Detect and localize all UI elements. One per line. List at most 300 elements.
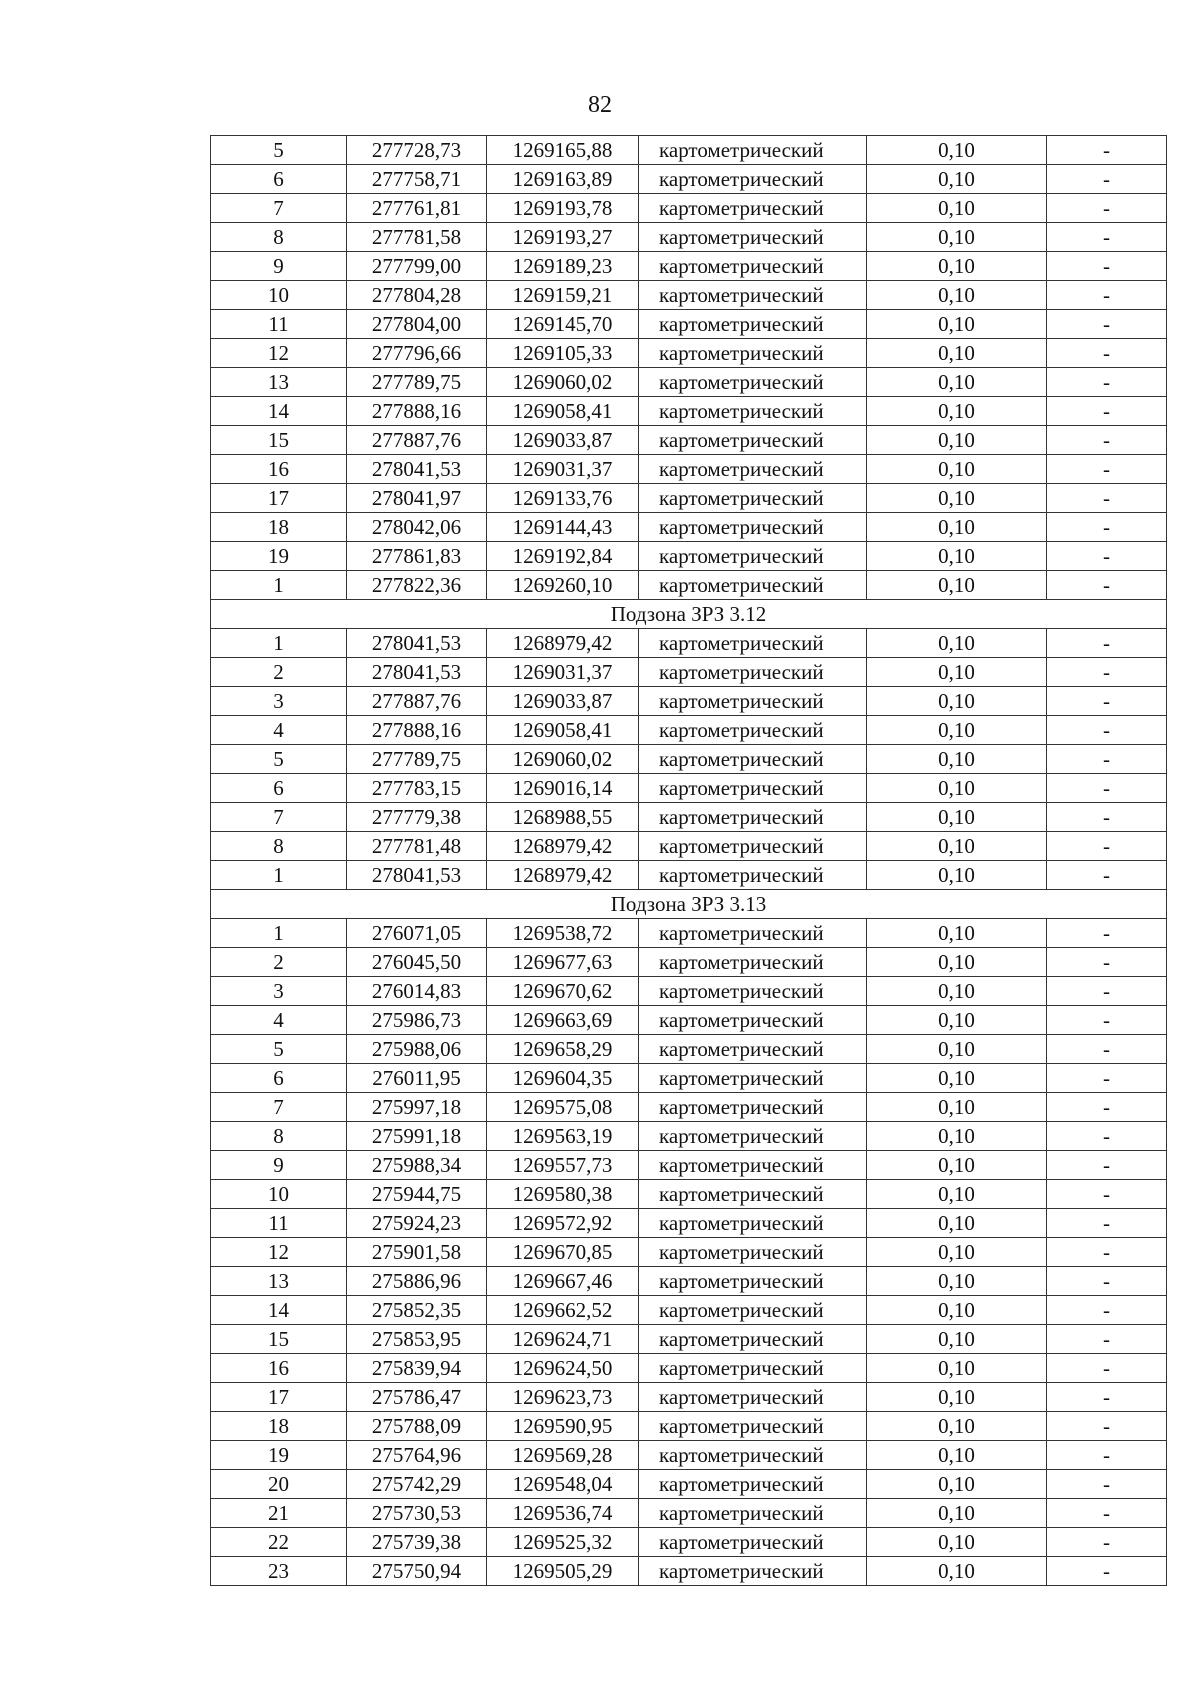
point-number-cell: 12: [211, 1238, 347, 1267]
description-cell: -: [1047, 1441, 1167, 1470]
y-coordinate-cell: 1269557,73: [487, 1151, 639, 1180]
point-number-cell: 5: [211, 745, 347, 774]
description-cell: -: [1047, 745, 1167, 774]
table-row: [211, 977, 1167, 1006]
description-cell: -: [1047, 484, 1167, 513]
method-cell: картометрический: [639, 1383, 867, 1412]
table-row: [211, 194, 1167, 223]
table-row: [211, 455, 1167, 484]
y-coordinate-cell: 1269193,27: [487, 223, 639, 252]
section-title: Подзона ЗРЗ 3.13: [211, 890, 1167, 919]
precision-cell: 0,10: [867, 571, 1047, 600]
page-number: 82: [588, 92, 612, 118]
y-coordinate-cell: 1269604,35: [487, 1064, 639, 1093]
precision-cell: 0,10: [867, 165, 1047, 194]
x-coordinate-cell: 277799,00: [347, 252, 487, 281]
method-cell: картометрический: [639, 281, 867, 310]
x-coordinate-cell: 277789,75: [347, 745, 487, 774]
table-row: [211, 1267, 1167, 1296]
method-cell: картометрический: [639, 948, 867, 977]
y-coordinate-cell: 1269569,28: [487, 1441, 639, 1470]
y-coordinate-cell: 1269163,89: [487, 165, 639, 194]
y-coordinate-cell: 1269667,46: [487, 1267, 639, 1296]
description-cell: -: [1047, 455, 1167, 484]
point-number-cell: 7: [211, 1093, 347, 1122]
method-cell: картометрический: [639, 484, 867, 513]
coordinates-table: [210, 135, 1167, 1586]
description-cell: -: [1047, 165, 1167, 194]
precision-cell: 0,10: [867, 861, 1047, 890]
table-row: [211, 861, 1167, 890]
method-cell: картометрический: [639, 165, 867, 194]
x-coordinate-cell: 275944,75: [347, 1180, 487, 1209]
x-coordinate-cell: 277781,48: [347, 832, 487, 861]
x-coordinate-cell: 275852,35: [347, 1296, 487, 1325]
table-row: [211, 948, 1167, 977]
point-number-cell: 5: [211, 136, 347, 165]
table-row: [211, 1180, 1167, 1209]
description-cell: -: [1047, 1209, 1167, 1238]
precision-cell: 0,10: [867, 919, 1047, 948]
y-coordinate-cell: 1269145,70: [487, 310, 639, 339]
section-title: Подзона ЗРЗ 3.12: [211, 600, 1167, 629]
point-number-cell: 14: [211, 1296, 347, 1325]
x-coordinate-cell: 275901,58: [347, 1238, 487, 1267]
description-cell: -: [1047, 1035, 1167, 1064]
table-row: [211, 629, 1167, 658]
description-cell: -: [1047, 1093, 1167, 1122]
description-cell: -: [1047, 368, 1167, 397]
method-cell: картометрический: [639, 774, 867, 803]
point-number-cell: 13: [211, 368, 347, 397]
precision-cell: 0,10: [867, 803, 1047, 832]
table-row: [211, 1354, 1167, 1383]
point-number-cell: 4: [211, 716, 347, 745]
y-coordinate-cell: 1269670,62: [487, 977, 639, 1006]
table-row: [211, 1238, 1167, 1267]
precision-cell: 0,10: [867, 542, 1047, 571]
description-cell: -: [1047, 977, 1167, 1006]
description-cell: -: [1047, 194, 1167, 223]
y-coordinate-cell: 1269663,69: [487, 1006, 639, 1035]
table-row: [211, 1441, 1167, 1470]
precision-cell: 0,10: [867, 513, 1047, 542]
precision-cell: 0,10: [867, 1325, 1047, 1354]
method-cell: картометрический: [639, 1151, 867, 1180]
description-cell: -: [1047, 513, 1167, 542]
table-row: [211, 513, 1167, 542]
method-cell: картометрический: [639, 368, 867, 397]
x-coordinate-cell: 275788,09: [347, 1412, 487, 1441]
method-cell: картометрический: [639, 1354, 867, 1383]
precision-cell: 0,10: [867, 1267, 1047, 1296]
precision-cell: 0,10: [867, 368, 1047, 397]
method-cell: картометрический: [639, 194, 867, 223]
table-row: [211, 687, 1167, 716]
table-row: [211, 136, 1167, 165]
description-cell: -: [1047, 1325, 1167, 1354]
method-cell: картометрический: [639, 1122, 867, 1151]
x-coordinate-cell: 277861,83: [347, 542, 487, 571]
description-cell: -: [1047, 687, 1167, 716]
description-cell: -: [1047, 310, 1167, 339]
method-cell: картометрический: [639, 1412, 867, 1441]
table-row: [211, 542, 1167, 571]
y-coordinate-cell: 1269060,02: [487, 368, 639, 397]
y-coordinate-cell: 1269033,87: [487, 426, 639, 455]
precision-cell: 0,10: [867, 1412, 1047, 1441]
table-row: [211, 1035, 1167, 1064]
x-coordinate-cell: 277761,81: [347, 194, 487, 223]
method-cell: картометрический: [639, 1035, 867, 1064]
y-coordinate-cell: 1269159,21: [487, 281, 639, 310]
description-cell: -: [1047, 136, 1167, 165]
table-row: [211, 310, 1167, 339]
x-coordinate-cell: 277728,73: [347, 136, 487, 165]
y-coordinate-cell: 1269133,76: [487, 484, 639, 513]
y-coordinate-cell: 1269192,84: [487, 542, 639, 571]
y-coordinate-cell: 1269590,95: [487, 1412, 639, 1441]
x-coordinate-cell: 275786,47: [347, 1383, 487, 1412]
table-row: [211, 571, 1167, 600]
precision-cell: 0,10: [867, 1093, 1047, 1122]
y-coordinate-cell: 1269060,02: [487, 745, 639, 774]
x-coordinate-cell: 278042,06: [347, 513, 487, 542]
point-number-cell: 8: [211, 832, 347, 861]
method-cell: картометрический: [639, 542, 867, 571]
x-coordinate-cell: 278041,53: [347, 629, 487, 658]
y-coordinate-cell: 1269058,41: [487, 397, 639, 426]
precision-cell: 0,10: [867, 1151, 1047, 1180]
table-row: [211, 1499, 1167, 1528]
description-cell: -: [1047, 542, 1167, 571]
table-row: [211, 1064, 1167, 1093]
y-coordinate-cell: 1269536,74: [487, 1499, 639, 1528]
precision-cell: 0,10: [867, 832, 1047, 861]
x-coordinate-cell: 275839,94: [347, 1354, 487, 1383]
x-coordinate-cell: 275750,94: [347, 1557, 487, 1586]
x-coordinate-cell: 276014,83: [347, 977, 487, 1006]
point-number-cell: 23: [211, 1557, 347, 1586]
method-cell: картометрический: [639, 658, 867, 687]
precision-cell: 0,10: [867, 1035, 1047, 1064]
description-cell: -: [1047, 803, 1167, 832]
y-coordinate-cell: 1269624,71: [487, 1325, 639, 1354]
method-cell: картометрический: [639, 1093, 867, 1122]
method-cell: картометрический: [639, 832, 867, 861]
x-coordinate-cell: 278041,97: [347, 484, 487, 513]
precision-cell: 0,10: [867, 1470, 1047, 1499]
method-cell: картометрический: [639, 426, 867, 455]
table-row: [211, 1383, 1167, 1412]
x-coordinate-cell: 275730,53: [347, 1499, 487, 1528]
point-number-cell: 15: [211, 1325, 347, 1354]
table-row: [211, 1470, 1167, 1499]
table-row: [211, 1528, 1167, 1557]
point-number-cell: 5: [211, 1035, 347, 1064]
point-number-cell: 17: [211, 484, 347, 513]
precision-cell: 0,10: [867, 1064, 1047, 1093]
y-coordinate-cell: 1269624,50: [487, 1354, 639, 1383]
x-coordinate-cell: 277796,66: [347, 339, 487, 368]
method-cell: картометрический: [639, 745, 867, 774]
point-number-cell: 10: [211, 1180, 347, 1209]
precision-cell: 0,10: [867, 310, 1047, 339]
x-coordinate-cell: 275886,96: [347, 1267, 487, 1296]
y-coordinate-cell: 1269193,78: [487, 194, 639, 223]
precision-cell: 0,10: [867, 397, 1047, 426]
point-number-cell: 6: [211, 774, 347, 803]
y-coordinate-cell: 1269670,85: [487, 1238, 639, 1267]
y-coordinate-cell: 1269538,72: [487, 919, 639, 948]
table-row: [211, 832, 1167, 861]
table-row: [211, 339, 1167, 368]
y-coordinate-cell: 1269572,92: [487, 1209, 639, 1238]
point-number-cell: 15: [211, 426, 347, 455]
y-coordinate-cell: 1269033,87: [487, 687, 639, 716]
y-coordinate-cell: 1268979,42: [487, 861, 639, 890]
method-cell: картометрический: [639, 455, 867, 484]
table-row: [211, 252, 1167, 281]
method-cell: картометрический: [639, 136, 867, 165]
x-coordinate-cell: 277888,16: [347, 397, 487, 426]
point-number-cell: 11: [211, 310, 347, 339]
method-cell: картометрический: [639, 252, 867, 281]
precision-cell: 0,10: [867, 1296, 1047, 1325]
precision-cell: 0,10: [867, 977, 1047, 1006]
x-coordinate-cell: 275997,18: [347, 1093, 487, 1122]
table-row: [211, 1151, 1167, 1180]
description-cell: -: [1047, 339, 1167, 368]
precision-cell: 0,10: [867, 948, 1047, 977]
method-cell: картометрический: [639, 1267, 867, 1296]
x-coordinate-cell: 277783,15: [347, 774, 487, 803]
method-cell: картометрический: [639, 310, 867, 339]
y-coordinate-cell: 1269016,14: [487, 774, 639, 803]
table-row: [211, 1209, 1167, 1238]
point-number-cell: 4: [211, 1006, 347, 1035]
point-number-cell: 18: [211, 513, 347, 542]
method-cell: картометрический: [639, 1296, 867, 1325]
precision-cell: 0,10: [867, 1557, 1047, 1586]
description-cell: -: [1047, 1296, 1167, 1325]
method-cell: картометрический: [639, 629, 867, 658]
precision-cell: 0,10: [867, 1499, 1047, 1528]
x-coordinate-cell: 278041,53: [347, 658, 487, 687]
method-cell: картометрический: [639, 339, 867, 368]
description-cell: -: [1047, 1267, 1167, 1296]
method-cell: картометрический: [639, 1209, 867, 1238]
y-coordinate-cell: 1269662,52: [487, 1296, 639, 1325]
point-number-cell: 6: [211, 165, 347, 194]
x-coordinate-cell: 276071,05: [347, 919, 487, 948]
precision-cell: 0,10: [867, 223, 1047, 252]
x-coordinate-cell: 277822,36: [347, 571, 487, 600]
x-coordinate-cell: 277804,00: [347, 310, 487, 339]
method-cell: картометрический: [639, 1528, 867, 1557]
point-number-cell: 3: [211, 687, 347, 716]
description-cell: -: [1047, 426, 1167, 455]
method-cell: картометрический: [639, 861, 867, 890]
x-coordinate-cell: 275924,23: [347, 1209, 487, 1238]
precision-cell: 0,10: [867, 426, 1047, 455]
y-coordinate-cell: 1269548,04: [487, 1470, 639, 1499]
precision-cell: 0,10: [867, 136, 1047, 165]
description-cell: -: [1047, 948, 1167, 977]
point-number-cell: 8: [211, 1122, 347, 1151]
x-coordinate-cell: 277887,76: [347, 426, 487, 455]
description-cell: -: [1047, 1528, 1167, 1557]
point-number-cell: 13: [211, 1267, 347, 1296]
description-cell: -: [1047, 716, 1167, 745]
x-coordinate-cell: 275986,73: [347, 1006, 487, 1035]
method-cell: картометрический: [639, 397, 867, 426]
x-coordinate-cell: 275739,38: [347, 1528, 487, 1557]
point-number-cell: 6: [211, 1064, 347, 1093]
method-cell: картометрический: [639, 1557, 867, 1586]
y-coordinate-cell: 1269677,63: [487, 948, 639, 977]
table-row: [211, 774, 1167, 803]
description-cell: -: [1047, 1122, 1167, 1151]
y-coordinate-cell: 1269144,43: [487, 513, 639, 542]
precision-cell: 0,10: [867, 1209, 1047, 1238]
table-row: [211, 1412, 1167, 1441]
y-coordinate-cell: 1269525,32: [487, 1528, 639, 1557]
description-cell: -: [1047, 571, 1167, 600]
y-coordinate-cell: 1269505,29: [487, 1557, 639, 1586]
precision-cell: 0,10: [867, 281, 1047, 310]
description-cell: -: [1047, 832, 1167, 861]
y-coordinate-cell: 1269165,88: [487, 136, 639, 165]
description-cell: -: [1047, 774, 1167, 803]
description-cell: -: [1047, 1499, 1167, 1528]
description-cell: -: [1047, 1180, 1167, 1209]
x-coordinate-cell: 275991,18: [347, 1122, 487, 1151]
method-cell: картометрический: [639, 571, 867, 600]
y-coordinate-cell: 1269031,37: [487, 658, 639, 687]
point-number-cell: 9: [211, 252, 347, 281]
table-row: [211, 484, 1167, 513]
method-cell: картометрический: [639, 1470, 867, 1499]
section-header-row: [211, 890, 1167, 919]
precision-cell: 0,10: [867, 658, 1047, 687]
x-coordinate-cell: 275853,95: [347, 1325, 487, 1354]
point-number-cell: 2: [211, 658, 347, 687]
description-cell: -: [1047, 1557, 1167, 1586]
point-number-cell: 7: [211, 194, 347, 223]
description-cell: -: [1047, 861, 1167, 890]
description-cell: -: [1047, 1470, 1167, 1499]
y-coordinate-cell: 1268988,55: [487, 803, 639, 832]
x-coordinate-cell: 277789,75: [347, 368, 487, 397]
point-number-cell: 3: [211, 977, 347, 1006]
point-number-cell: 9: [211, 1151, 347, 1180]
description-cell: -: [1047, 919, 1167, 948]
method-cell: картометрический: [639, 977, 867, 1006]
x-coordinate-cell: 275988,06: [347, 1035, 487, 1064]
table-row: [211, 397, 1167, 426]
table-row: [211, 803, 1167, 832]
precision-cell: 0,10: [867, 1528, 1047, 1557]
description-cell: -: [1047, 1238, 1167, 1267]
precision-cell: 0,10: [867, 484, 1047, 513]
description-cell: -: [1047, 1354, 1167, 1383]
precision-cell: 0,10: [867, 1354, 1047, 1383]
x-coordinate-cell: 277804,28: [347, 281, 487, 310]
point-number-cell: 19: [211, 542, 347, 571]
table-row: [211, 426, 1167, 455]
point-number-cell: 16: [211, 455, 347, 484]
y-coordinate-cell: 1269575,08: [487, 1093, 639, 1122]
x-coordinate-cell: 278041,53: [347, 455, 487, 484]
point-number-cell: 22: [211, 1528, 347, 1557]
description-cell: -: [1047, 1151, 1167, 1180]
y-coordinate-cell: 1269105,33: [487, 339, 639, 368]
precision-cell: 0,10: [867, 687, 1047, 716]
precision-cell: 0,10: [867, 194, 1047, 223]
table-row: [211, 223, 1167, 252]
point-number-cell: 1: [211, 861, 347, 890]
point-number-cell: 12: [211, 339, 347, 368]
point-number-cell: 21: [211, 1499, 347, 1528]
table-row: [211, 165, 1167, 194]
method-cell: картометрический: [639, 223, 867, 252]
method-cell: картометрический: [639, 803, 867, 832]
precision-cell: 0,10: [867, 1122, 1047, 1151]
description-cell: -: [1047, 1383, 1167, 1412]
point-number-cell: 17: [211, 1383, 347, 1412]
point-number-cell: 10: [211, 281, 347, 310]
x-coordinate-cell: 278041,53: [347, 861, 487, 890]
precision-cell: 0,10: [867, 1180, 1047, 1209]
x-coordinate-cell: 276011,95: [347, 1064, 487, 1093]
point-number-cell: 1: [211, 571, 347, 600]
x-coordinate-cell: 277888,16: [347, 716, 487, 745]
precision-cell: 0,10: [867, 339, 1047, 368]
description-cell: -: [1047, 658, 1167, 687]
y-coordinate-cell: 1269058,41: [487, 716, 639, 745]
table-row: [211, 281, 1167, 310]
method-cell: картометрический: [639, 513, 867, 542]
description-cell: -: [1047, 397, 1167, 426]
x-coordinate-cell: 275742,29: [347, 1470, 487, 1499]
y-coordinate-cell: 1269031,37: [487, 455, 639, 484]
point-number-cell: 2: [211, 948, 347, 977]
y-coordinate-cell: 1269260,10: [487, 571, 639, 600]
y-coordinate-cell: 1268979,42: [487, 629, 639, 658]
x-coordinate-cell: 275764,96: [347, 1441, 487, 1470]
y-coordinate-cell: 1269658,29: [487, 1035, 639, 1064]
method-cell: картометрический: [639, 716, 867, 745]
y-coordinate-cell: 1269189,23: [487, 252, 639, 281]
table-row: [211, 1325, 1167, 1354]
method-cell: картометрический: [639, 687, 867, 716]
point-number-cell: 7: [211, 803, 347, 832]
point-number-cell: 16: [211, 1354, 347, 1383]
description-cell: -: [1047, 252, 1167, 281]
point-number-cell: 8: [211, 223, 347, 252]
x-coordinate-cell: 277779,38: [347, 803, 487, 832]
y-coordinate-cell: 1269623,73: [487, 1383, 639, 1412]
table-row: [211, 1122, 1167, 1151]
y-coordinate-cell: 1269563,19: [487, 1122, 639, 1151]
x-coordinate-cell: 276045,50: [347, 948, 487, 977]
point-number-cell: 14: [211, 397, 347, 426]
table-row: [211, 1557, 1167, 1586]
point-number-cell: 18: [211, 1412, 347, 1441]
description-cell: -: [1047, 223, 1167, 252]
method-cell: картометрический: [639, 1325, 867, 1354]
